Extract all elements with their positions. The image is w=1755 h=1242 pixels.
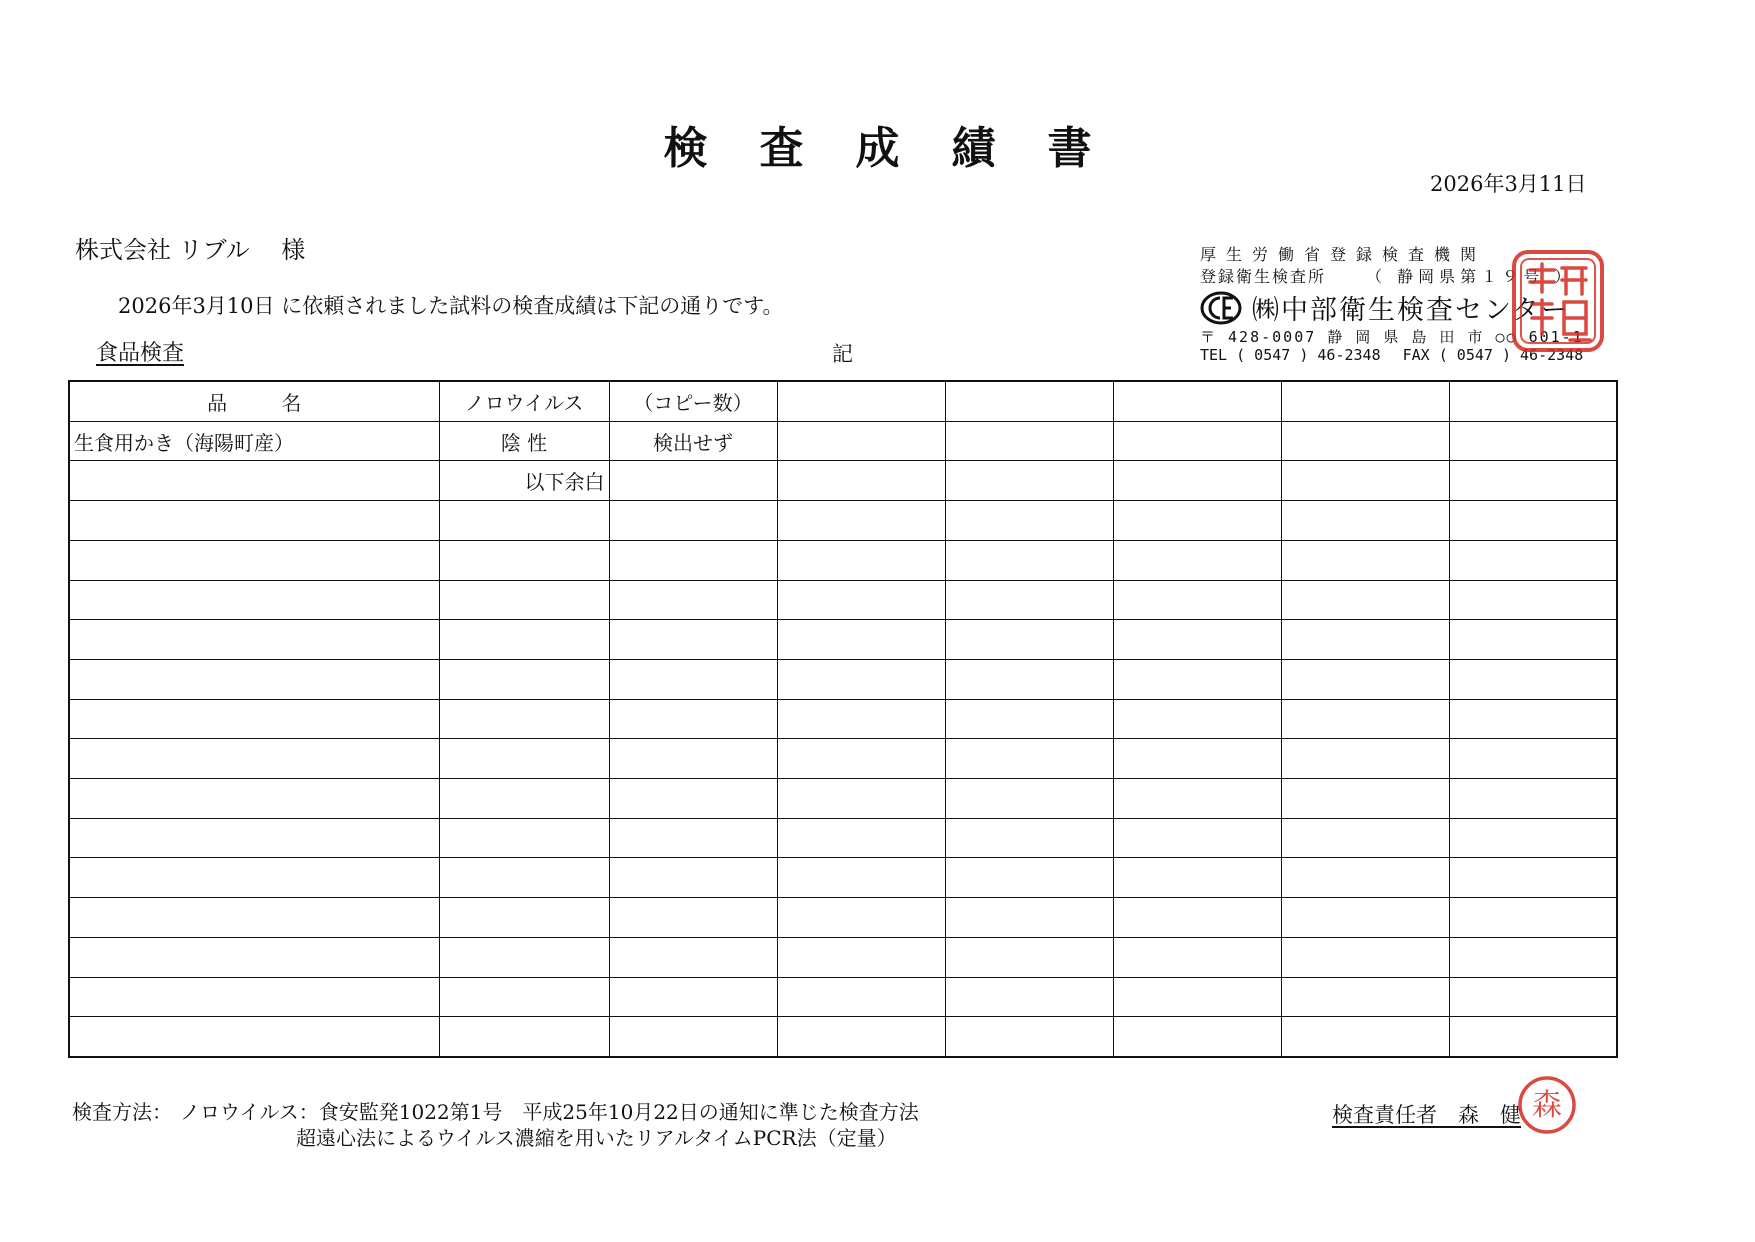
table-cell [1281,501,1449,541]
header-cell: ノロウイルス [439,381,609,421]
table-cell [777,898,945,938]
table-cell [777,858,945,898]
header-cell: （コピー数） [609,381,777,421]
results-table [68,380,1618,1058]
table-row [69,977,1617,1017]
table-cell: 以下余白 [439,461,609,501]
table-cell [69,659,439,699]
table-cell [1281,580,1449,620]
table-cell [439,659,609,699]
lab-registration-label: 厚生労働省登録検査機関 [1200,245,1487,264]
lab-registration-number: （ 静岡県第１９号 ） [1366,267,1576,286]
table-cell [69,739,439,779]
table-cell [1281,1017,1449,1057]
table-cell [69,501,439,541]
table-cell [777,977,945,1017]
table-cell: 検出せず [609,421,777,461]
table-cell [609,858,777,898]
table-cell [609,818,777,858]
table-cell [777,540,945,580]
table-cell [69,620,439,660]
table-cell [69,540,439,580]
table-cell: 生食用かき（海陽町産） [69,421,439,461]
table-cell [1281,620,1449,660]
table-cell [1113,818,1281,858]
ki-mark: 記 [832,342,853,366]
test-category: 食品検査 [96,341,185,366]
table-cell [1449,540,1617,580]
table-cell [1449,659,1617,699]
recipient: 株式会社 リブル 様 [75,236,306,264]
table-cell [777,739,945,779]
table-cell [609,699,777,739]
table-row [69,699,1617,739]
table-cell [1113,580,1281,620]
table-cell [1281,540,1449,580]
table-cell [1449,779,1617,819]
table-cell [1281,421,1449,461]
table-row [69,461,1617,501]
table-cell [777,818,945,858]
table-cell [777,937,945,977]
table-cell [945,1017,1113,1057]
company-seal-icon [1510,248,1606,354]
table-cell [609,1017,777,1057]
header-cell: 品 名 [69,381,439,421]
table-row [69,937,1617,977]
table-cell [69,937,439,977]
table-cell [945,858,1113,898]
table-cell [609,540,777,580]
header-cell [1449,381,1617,421]
table-cell [1113,461,1281,501]
table-cell [1281,818,1449,858]
table-cell [439,858,609,898]
table-cell [1113,898,1281,938]
table-row [69,858,1617,898]
table-cell [1449,937,1617,977]
table-cell [945,898,1113,938]
table-cell [1113,858,1281,898]
table-cell [69,858,439,898]
table-cell [1113,501,1281,541]
table-row [69,540,1617,580]
table-cell [609,779,777,819]
table-cell [945,937,1113,977]
table-cell [1449,739,1617,779]
table-cell [439,540,609,580]
table-cell [945,461,1113,501]
table-cell [1113,421,1281,461]
table-cell [945,977,1113,1017]
table-cell [69,818,439,858]
table-cell [609,659,777,699]
table-cell [945,580,1113,620]
table-cell [1113,739,1281,779]
table-row [69,739,1617,779]
table-cell [1281,779,1449,819]
table-cell [1113,1017,1281,1057]
table-cell [439,620,609,660]
lab-address: 〒 428-0007 静 岡 県 島 田 市 ○○ 601-1 [1200,328,1584,346]
header-cell [777,381,945,421]
table-cell [1449,421,1617,461]
table-cell [609,739,777,779]
document-title: 検査成績書 [663,123,1144,174]
table-cell [1113,699,1281,739]
ce-logo-icon [1200,291,1242,325]
table-cell [945,779,1113,819]
table-cell [777,461,945,501]
table-cell [1113,659,1281,699]
table-cell [1113,977,1281,1017]
table-cell [945,620,1113,660]
table-cell [777,779,945,819]
table-header-row [69,381,1617,421]
table-row [69,421,1617,461]
lab-name: ㈱中部衛生検査センター [1252,295,1570,326]
table-cell [609,937,777,977]
table-cell: 陰 性 [439,421,609,461]
table-row [69,501,1617,541]
table-row [69,659,1617,699]
table-cell [1449,858,1617,898]
table-cell [777,1017,945,1057]
table-cell [1449,699,1617,739]
table-cell [439,818,609,858]
table-cell [439,580,609,620]
table-cell [777,501,945,541]
table-cell [945,659,1113,699]
header-cell [1281,381,1449,421]
table-cell [69,461,439,501]
issue-date: 2026年3月11日 [1430,172,1587,196]
table-cell [945,818,1113,858]
table-cell [1281,461,1449,501]
table-cell [69,898,439,938]
table-cell [439,977,609,1017]
table-cell [1113,620,1281,660]
table-cell [439,739,609,779]
table-cell [1449,580,1617,620]
inspector-seal-text: 森 [1532,1088,1562,1123]
table-cell [69,580,439,620]
method-description: ノロウイルス：食安監発1022第1号 平成25年10月22日の通知に準じた検査方法 [180,1100,919,1124]
inspector-seal-icon [1516,1074,1578,1136]
table-cell [777,421,945,461]
table-cell [1281,858,1449,898]
table-cell [945,501,1113,541]
table-cell [609,501,777,541]
table-cell [609,620,777,660]
table-cell [1281,898,1449,938]
table-cell [777,580,945,620]
lab-tel: TEL ( 0547 ) 46-2348 [1200,346,1381,364]
method-label: 検査方法： [72,1100,172,1124]
table-cell [609,977,777,1017]
table-cell [777,620,945,660]
method-description-detail: 超遠心法によるウイルス濃縮を用いたリアルタイムPCR法（定量） [296,1126,897,1150]
table-cell [1281,659,1449,699]
table-cell [1113,540,1281,580]
table-cell [69,977,439,1017]
table-cell [69,699,439,739]
table-cell [945,540,1113,580]
table-cell [1281,977,1449,1017]
table-cell [777,659,945,699]
table-cell [439,501,609,541]
table-cell [1281,699,1449,739]
table-cell [1281,937,1449,977]
table-row [69,898,1617,938]
table-cell [1449,620,1617,660]
table-cell [609,461,777,501]
table-row [69,779,1617,819]
table-cell [945,421,1113,461]
table-cell [1113,779,1281,819]
header-cell [1113,381,1281,421]
table-cell [1449,461,1617,501]
table-cell [609,580,777,620]
inspector-signature: 検査責任者 森 健 [1332,1103,1521,1127]
table-cell [1449,501,1617,541]
request-statement: 2026年3月10日 に依頼されました試料の検査成績は下記の通りです。 [118,294,784,318]
table-cell [1449,977,1617,1017]
table-cell [439,1017,609,1057]
table-cell [439,699,609,739]
table-cell [439,937,609,977]
table-row [69,580,1617,620]
table-cell [777,699,945,739]
table-row [69,1017,1617,1057]
table-cell [1449,898,1617,938]
table-cell [1449,1017,1617,1057]
table-cell [1281,739,1449,779]
lab-type: 登録衛生検査所 [1200,267,1327,286]
table-cell [945,699,1113,739]
table-cell [609,898,777,938]
table-cell [1449,818,1617,858]
table-cell [69,779,439,819]
table-cell [439,898,609,938]
lab-fax: FAX ( 0547 ) 46-2348 [1402,346,1584,364]
header-cell [945,381,1113,421]
table-cell [439,779,609,819]
table-cell [1113,937,1281,977]
table-cell [945,739,1113,779]
table-row [69,620,1617,660]
table-row [69,818,1617,858]
table-cell [69,1017,439,1057]
